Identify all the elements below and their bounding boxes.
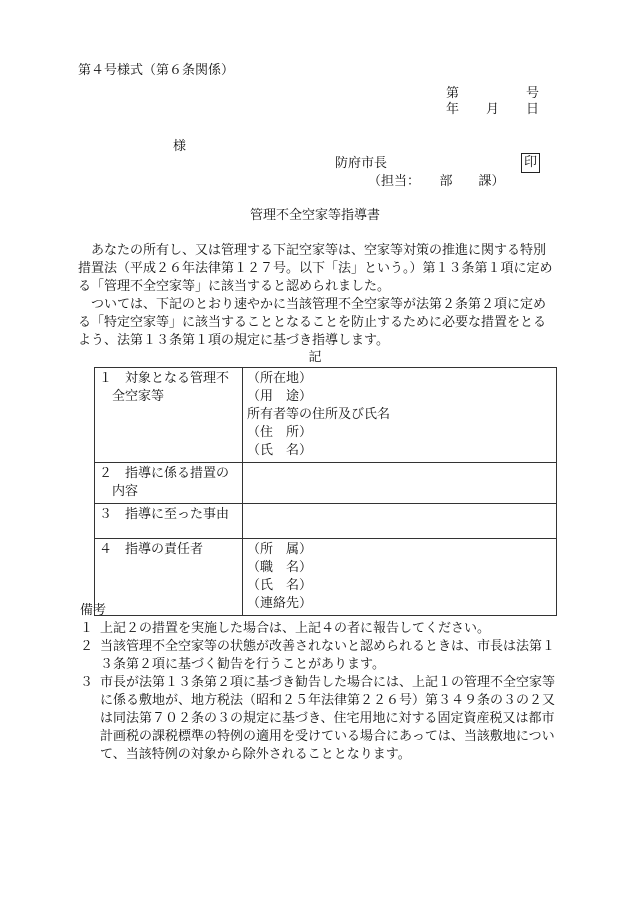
owner-name-field: （氏 名） — [247, 443, 313, 458]
table-row — [95, 463, 557, 504]
table-label-cell — [95, 539, 243, 616]
sender: 防府市長 — [335, 156, 388, 171]
location-field: （所在地） — [247, 371, 313, 386]
in-charge: （担当： 部 課） — [368, 174, 505, 189]
note-item — [80, 638, 558, 674]
table-label-cell — [95, 368, 243, 463]
use-field: （用 途） — [247, 389, 313, 404]
date-day: 日 — [526, 102, 540, 117]
date-year: 年 — [446, 102, 460, 117]
table-label-cell — [95, 504, 243, 539]
contact-field: （連絡先） — [247, 596, 313, 611]
seal-stamp-box: 印 — [521, 153, 540, 173]
table-row — [95, 539, 557, 616]
body-paragraph-2: ついては、下記のとおり速やかに当該管理不全空家等が法第２条第２項に定める「特定空家等」に該当することとなることを防止するために必要な措置をとるよう、法第１３条第１項の規定に基づき指導します。 — [78, 297, 547, 348]
table-row — [95, 504, 557, 539]
note-item — [80, 674, 558, 764]
document-title: 管理不全空家等指導書 — [249, 208, 380, 223]
responsible-label: ４ 指導の責任者 — [99, 542, 204, 557]
table-value-cell — [243, 539, 557, 616]
notes-list — [80, 620, 558, 764]
note-item — [80, 620, 558, 638]
measure-label: ２ 指導に係る措置の内容 — [99, 466, 230, 499]
document-number-suffix: 号 — [526, 86, 540, 101]
affiliation-field: （所 属） — [247, 542, 313, 557]
date-month: 月 — [486, 102, 500, 117]
table-row — [95, 368, 557, 463]
notes-label: 備考 — [80, 603, 107, 618]
addressee-suffix: 様 — [173, 139, 187, 154]
note-number: １ — [80, 621, 94, 636]
reason-value-cell — [243, 504, 557, 539]
target-label: １ 対象となる管理不全空家等 — [99, 371, 230, 404]
note-text: 当該管理不全空家等の状態が改善されないと認められるときは、市長は法第１３条第２項に基づく勧告を行うことがあります。 — [100, 639, 556, 672]
note-text: 市長が法第１３条第２項に基づき勧告した場合には、上記１の管理不全空家等に係る敷地が、地方税法（昭和２５年法律第２２６号）第３４９条の３の２又は同法第７０２条の３の規定に基づき、住宅用地に対する固定資産税又は都市計画税の課税標準の特例の適用を受けている場合にあっては、当該敷地について、当該特例の対象から除外されることとなります。 — [100, 675, 556, 762]
ki-heading: 記 — [308, 350, 322, 365]
document-number-prefix: 第 — [446, 86, 460, 101]
table-label-cell — [95, 463, 243, 504]
note-text: 上記２の措置を実施した場合は、上記４の者に報告してください。 — [100, 621, 491, 636]
note-number: ２ — [80, 639, 94, 654]
note-number: ３ — [80, 675, 94, 690]
job-title-field: （職 名） — [247, 560, 313, 575]
owner-heading: 所有者等の住所及び氏名 — [247, 407, 391, 422]
responsible-name-field: （氏 名） — [247, 578, 313, 593]
measure-value-cell — [243, 463, 557, 504]
guidance-table — [94, 367, 557, 616]
body-paragraph-1: あなたの所有し、又は管理する下記空家等は、空家等対策の推進に関する特別措置法（平成２６年法律第１２７号。以下「法」という。）第１３条第１項に定める「管理不全空家等」に該当すると認められました。 — [78, 243, 553, 294]
owner-address-field: （住 所） — [247, 425, 313, 440]
reason-label: ３ 指導に至った事由 — [99, 507, 230, 522]
table-value-cell — [243, 368, 557, 463]
form-number: 第４号様式（第６条関係） — [78, 63, 235, 78]
